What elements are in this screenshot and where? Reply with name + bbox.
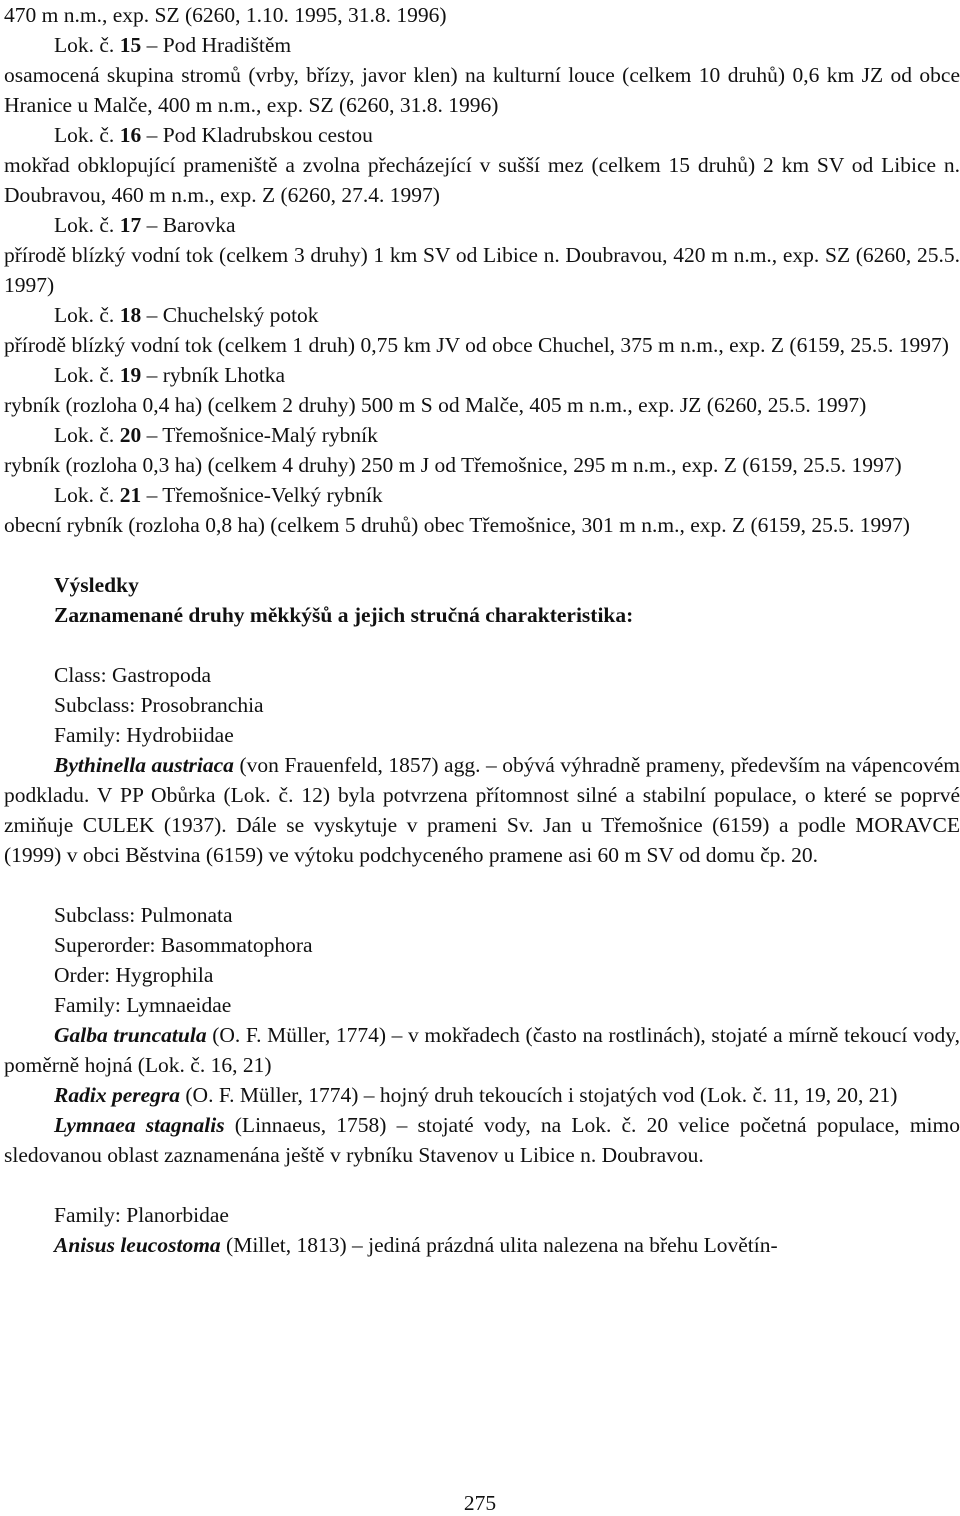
locality-entry xyxy=(4,210,960,300)
species-name: Radix peregra xyxy=(54,1083,181,1107)
locality-title: Lok. č. 17 – Barovka xyxy=(54,213,236,237)
locality-entry xyxy=(4,420,960,480)
species-entry-radix: Radix peregra (O. F. Müller, 1774) – hojný druh tekoucích i stojatých vod (Lok. č. 11, 19, 20, 21) xyxy=(54,1083,898,1107)
species-entry-bythinella: Bythinella austriaca (von Frauenfeld, 1857) agg. – obývá výhradně prameny, především na vápencovém podkladu. V PP Obůrka (Lok. č. 12) byla potvrzena přítomnost silné a stabilní populace, o které se poprvé zmiňuje CULEK (1937). Dále se vyskytuje v prameni Sv. Jan u Třemošnice (6159) a podle MORAVCE (1999) v obci Běstvina (6159) ve výtoku podchyceného pramene asi 60 m SV od domu čp. 20. xyxy=(4,753,960,867)
locality-description: rybník (rozloha 0,3 ha) (celkem 4 druhy) 250 m J od Třemošnice, 295 m n.m., exp. Z (6159, 25.5. 1997) xyxy=(4,453,902,477)
taxon-order: Order: Hygrophila xyxy=(54,963,214,987)
locality-description: přírodě blízký vodní tok (celkem 1 druh) 0,75 km JV od obce Chuchel, 375 m n.m., exp. Z (6159, 25.5. 1997) xyxy=(4,333,949,357)
results-heading: Výsledky xyxy=(54,573,139,597)
species-entry-galba: Galba truncatula (O. F. Müller, 1774) – v mokřadech (často na rostlinách), stojaté a mírně tekoucí vody, poměrně hojná (Lok. č. 16, 21) xyxy=(4,1023,960,1077)
locality-title: Lok. č. 15 – Pod Hradištěm xyxy=(54,33,292,57)
locality-title: Lok. č. 21 – Třemošnice-Velký rybník xyxy=(54,483,383,507)
species-entry-lymnaea: Lymnaea stagnalis (Linnaeus, 1758) – stojaté vody, na Lok. č. 20 velice početná populace, mimo sledovanou oblast zaznamenána ještě v rybníku Stavenov u Libice n. Doubravou. xyxy=(4,1113,960,1167)
taxon-subclass: Subclass: Pulmonata xyxy=(54,903,233,927)
locality-entry xyxy=(4,30,960,120)
taxon-family: Family: Lymnaeidae xyxy=(54,993,232,1017)
taxon-subclass: Subclass: Prosobranchia xyxy=(54,693,264,717)
intro-line: 470 m n.m., exp. SZ (6260, 1.10. 1995, 31.8. 1996) xyxy=(4,3,447,27)
results-subheading: Zaznamenané druhy měkkýšů a jejich stručná charakteristika: xyxy=(54,603,634,627)
taxon-superorder: Superorder: Basommatophora xyxy=(54,933,313,957)
locality-title: Lok. č. 19 – rybník Lhotka xyxy=(54,363,286,387)
page-number: 275 xyxy=(463,1491,497,1515)
document-page xyxy=(4,0,960,1260)
taxon-family: Family: Planorbidae xyxy=(54,1203,229,1227)
locality-description: mokřad obklopující prameniště a zvolna přecházející v sušší mez (celkem 15 druhů) 2 km SV od Libice n. Doubravou, 460 m n.m., exp. Z (6260, 27.4. 1997) xyxy=(4,153,960,207)
locality-entry xyxy=(4,480,960,540)
locality-description: rybník (rozloha 0,4 ha) (celkem 2 druhy) 500 m S od Malče, 405 m n.m., exp. JZ (6260, 25.5. 1997) xyxy=(4,393,867,417)
locality-description: osamocená skupina stromů (vrby, břízy, javor klen) na kulturní louce (celkem 10 druhů) 0,6 km JZ od obce Hranice u Malče, 400 m n.m., exp. SZ (6260, 31.8. 1996) xyxy=(4,63,960,117)
locality-title: Lok. č. 18 – Chuchelský potok xyxy=(54,303,319,327)
taxon-class: Class: Gastropoda xyxy=(54,663,212,687)
locality-description: přírodě blízký vodní tok (celkem 3 druhy) 1 km SV od Libice n. Doubravou, 420 m n.m., exp. SZ (6260, 25.5. 1997) xyxy=(4,243,960,297)
taxon-family: Family: Hydrobiidae xyxy=(54,723,234,747)
locality-title: Lok. č. 20 – Třemošnice-Malý rybník xyxy=(54,423,378,447)
species-name: Galba truncatula xyxy=(54,1023,207,1047)
species-name: Lymnaea stagnalis xyxy=(54,1113,225,1137)
locality-entry xyxy=(4,120,960,210)
species-entry-anisus: Anisus leucostoma (Millet, 1813) – jediná prázdná ulita nalezena na břehu Lovětín- xyxy=(54,1233,778,1257)
locality-description: obecní rybník (rozloha 0,8 ha) (celkem 5 druhů) obec Třemošnice, 301 m n.m., exp. Z (6159, 25.5. 1997) xyxy=(4,513,910,537)
locality-list xyxy=(4,30,960,540)
locality-entry xyxy=(4,300,960,360)
species-name: Anisus leucostoma xyxy=(54,1233,221,1257)
species-name: Bythinella austriaca xyxy=(54,753,234,777)
locality-entry xyxy=(4,360,960,420)
locality-title: Lok. č. 16 – Pod Kladrubskou cestou xyxy=(54,123,373,147)
